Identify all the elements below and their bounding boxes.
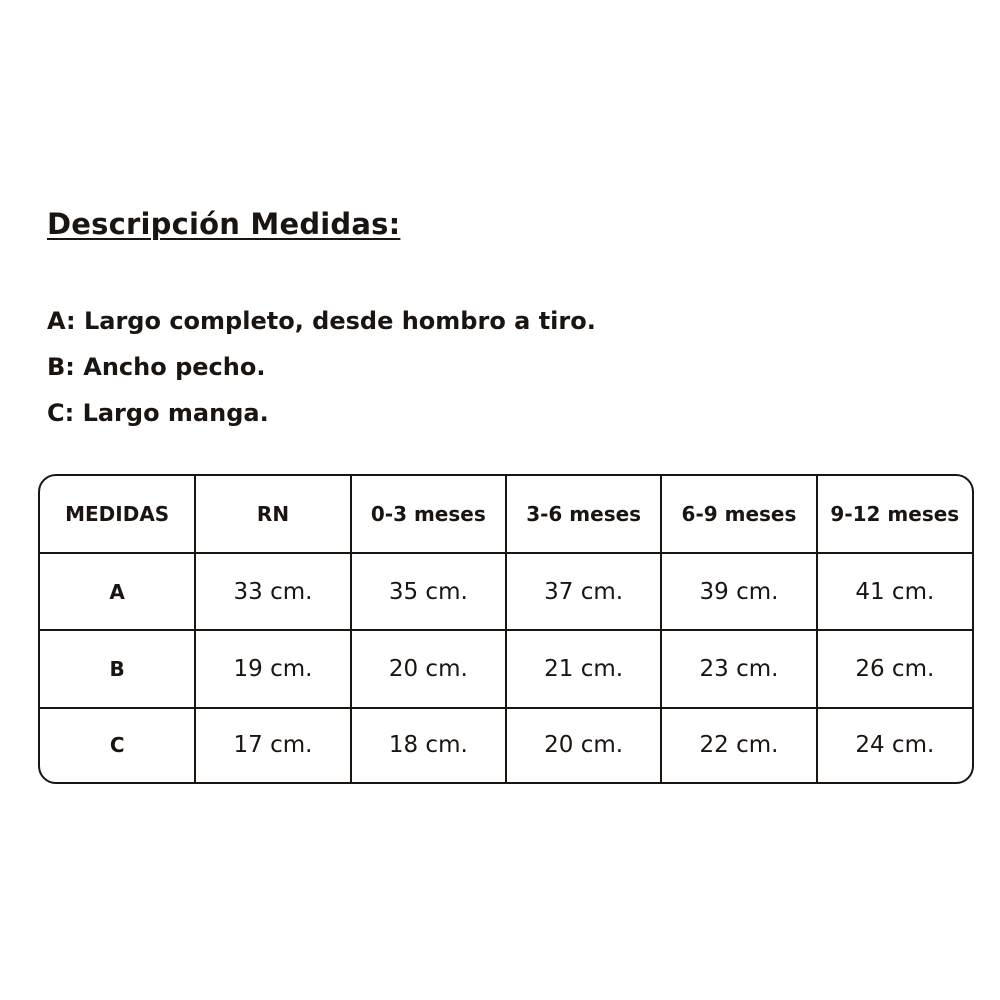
- header-0-3-meses: 0-3 meses: [351, 476, 506, 553]
- header-3-6-meses: 3-6 meses: [506, 476, 661, 553]
- table-cell: 33 cm.: [195, 553, 350, 630]
- table-cell: 41 cm.: [817, 553, 972, 630]
- table-row: [40, 553, 972, 630]
- table-cell: 21 cm.: [506, 630, 661, 707]
- table-row: [40, 630, 972, 707]
- table-cell: 35 cm.: [351, 553, 506, 630]
- table-cell: 17 cm.: [195, 708, 350, 783]
- table-cell: 26 cm.: [817, 630, 972, 707]
- table-cell: 39 cm.: [661, 553, 816, 630]
- table-cell: 24 cm.: [817, 708, 972, 783]
- table-cell: 23 cm.: [661, 630, 816, 707]
- description-c: C: Largo manga.: [47, 399, 269, 427]
- page-title: Descripción Medidas:: [47, 207, 401, 241]
- size-table-container: [38, 474, 974, 784]
- table-cell: 18 cm.: [351, 708, 506, 783]
- table-cell: 20 cm.: [506, 708, 661, 783]
- row-label-c: C: [40, 708, 195, 783]
- table-cell: 20 cm.: [351, 630, 506, 707]
- header-medidas: MEDIDAS: [40, 476, 195, 553]
- size-table: [40, 476, 972, 782]
- table-cell: 19 cm.: [195, 630, 350, 707]
- measurement-description-list: [47, 302, 596, 440]
- header-6-9-meses: 6-9 meses: [661, 476, 816, 553]
- row-label-b: B: [40, 630, 195, 707]
- header-9-12-meses: 9-12 meses: [817, 476, 972, 553]
- table-cell: 37 cm.: [506, 553, 661, 630]
- row-label-a: A: [40, 553, 195, 630]
- description-b: B: Ancho pecho.: [47, 353, 266, 381]
- table-cell: 22 cm.: [661, 708, 816, 783]
- description-a: A: Largo completo, desde hombro a tiro.: [47, 307, 596, 335]
- table-row: [40, 708, 972, 783]
- header-rn: RN: [195, 476, 350, 553]
- table-header-row: [40, 476, 972, 553]
